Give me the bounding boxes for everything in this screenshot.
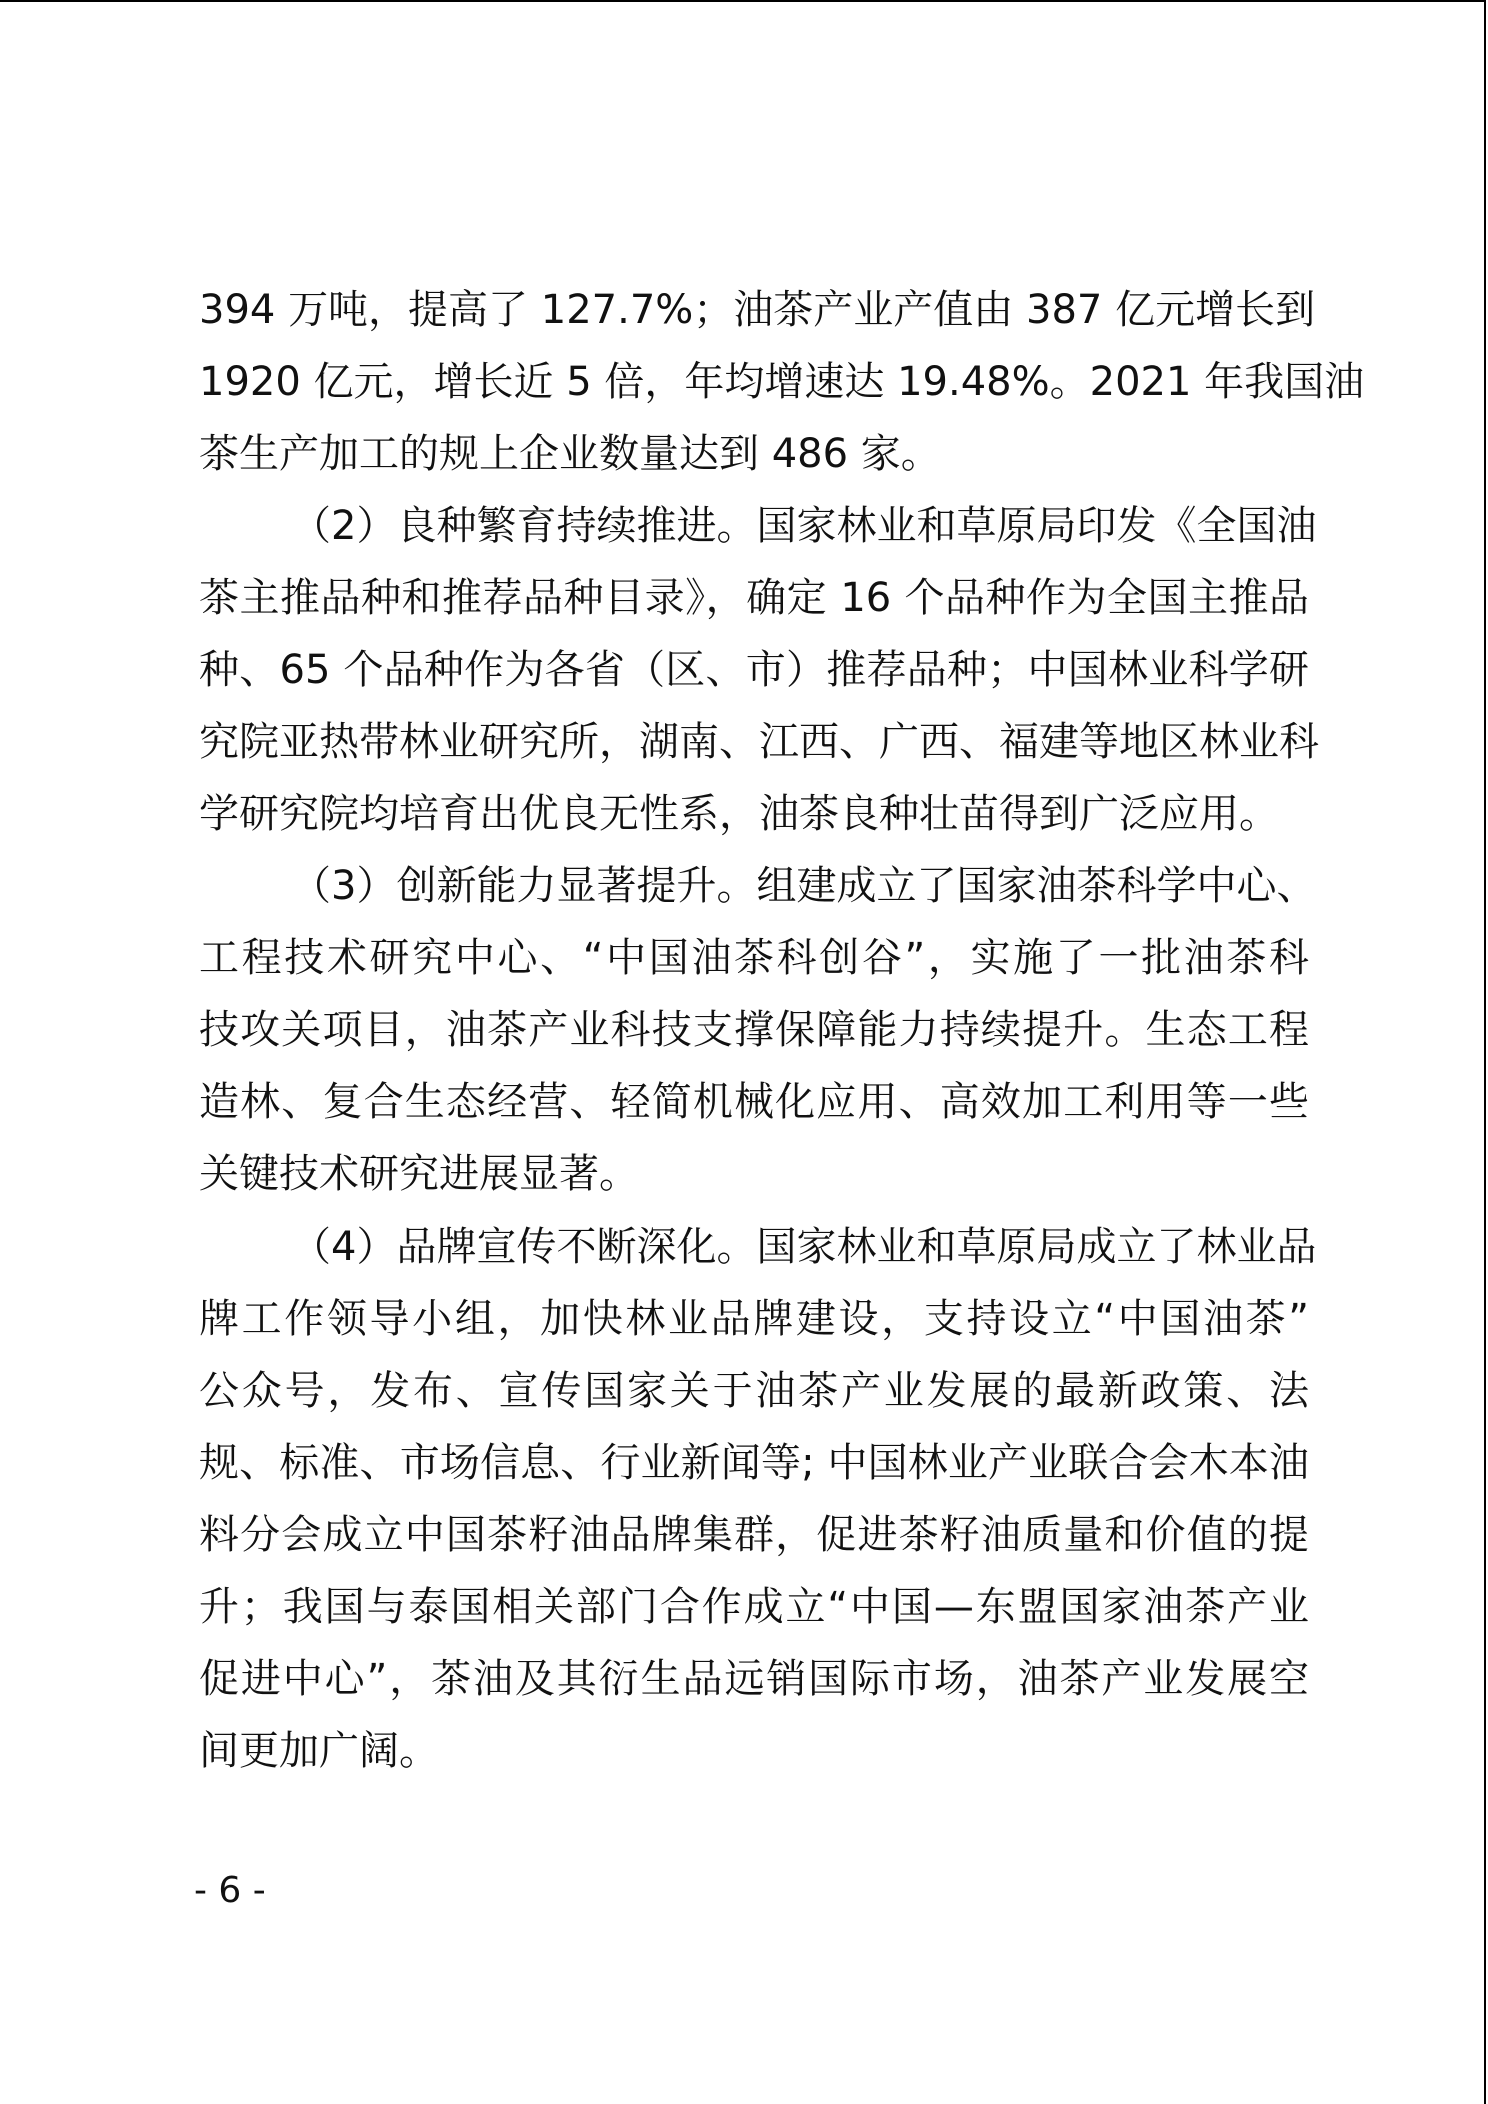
text-line: 究院亚热带林业研究所，湖南、江西、广西、福建等地区林业科 <box>199 719 1319 765</box>
page-number: - 6 - <box>194 1870 266 1911</box>
text-line: 1920 亿元，增长近 5 倍，年均增速达 19.48%。2021 年我国油 <box>199 359 1365 405</box>
text-line: 间更加广阔。 <box>199 1728 439 1774</box>
text-line: （3）创新能力显著提升。组建成立了国家油茶科学中心、 <box>291 863 1317 909</box>
text-line: 促进中心”，茶油及其衍生品远销国际市场，油茶产业发展空 <box>199 1656 1309 1702</box>
text-line: 技攻关项目，油茶产业科技支撑保障能力持续提升。生态工程 <box>199 1007 1309 1053</box>
text-line: 规、标准、市场信息、行业新闻等; 中国林业产业联合会木本油 <box>199 1440 1309 1486</box>
text-line: （2）良种繁育持续推进。国家林业和草原局印发《全国油 <box>291 503 1317 549</box>
text-line: 公众号，发布、宣传国家关于油茶产业发展的最新政策、法 <box>199 1368 1309 1414</box>
text-line: 关键技术研究进展显著。 <box>199 1151 639 1197</box>
text-line: （4）品牌宣传不断深化。国家林业和草原局成立了林业品 <box>291 1224 1317 1270</box>
text-line: 茶生产加工的规上企业数量达到 486 家。 <box>199 431 941 477</box>
text-line: 升；我国与泰国相关部门合作成立“中国—东盟国家油茶产业 <box>199 1584 1309 1630</box>
text-line: 料分会成立中国茶籽油品牌集群，促进茶籽油质量和价值的提 <box>199 1512 1309 1558</box>
text-line: 工程技术研究中心、“中国油茶科创谷”，实施了一批油茶科 <box>199 935 1309 981</box>
text-line: 牌工作领导小组，加快林业品牌建设，支持设立“中国油茶” <box>199 1296 1309 1342</box>
text-line: 学研究院均培育出优良无性系，油茶良种壮苗得到广泛应用。 <box>199 791 1279 837</box>
text-line: 茶主推品种和推荐品种目录》，确定 16 个品种作为全国主推品 <box>199 575 1309 621</box>
text-line: 394 万吨，提高了 127.7%；油茶产业产值由 387 亿元增长到 <box>199 287 1316 333</box>
text-line: 造林、复合生态经营、轻简机械化应用、高效加工利用等一些 <box>199 1079 1309 1125</box>
text-line: 种、65 个品种作为各省（区、市）推荐品种；中国林业科学研 <box>199 647 1309 693</box>
